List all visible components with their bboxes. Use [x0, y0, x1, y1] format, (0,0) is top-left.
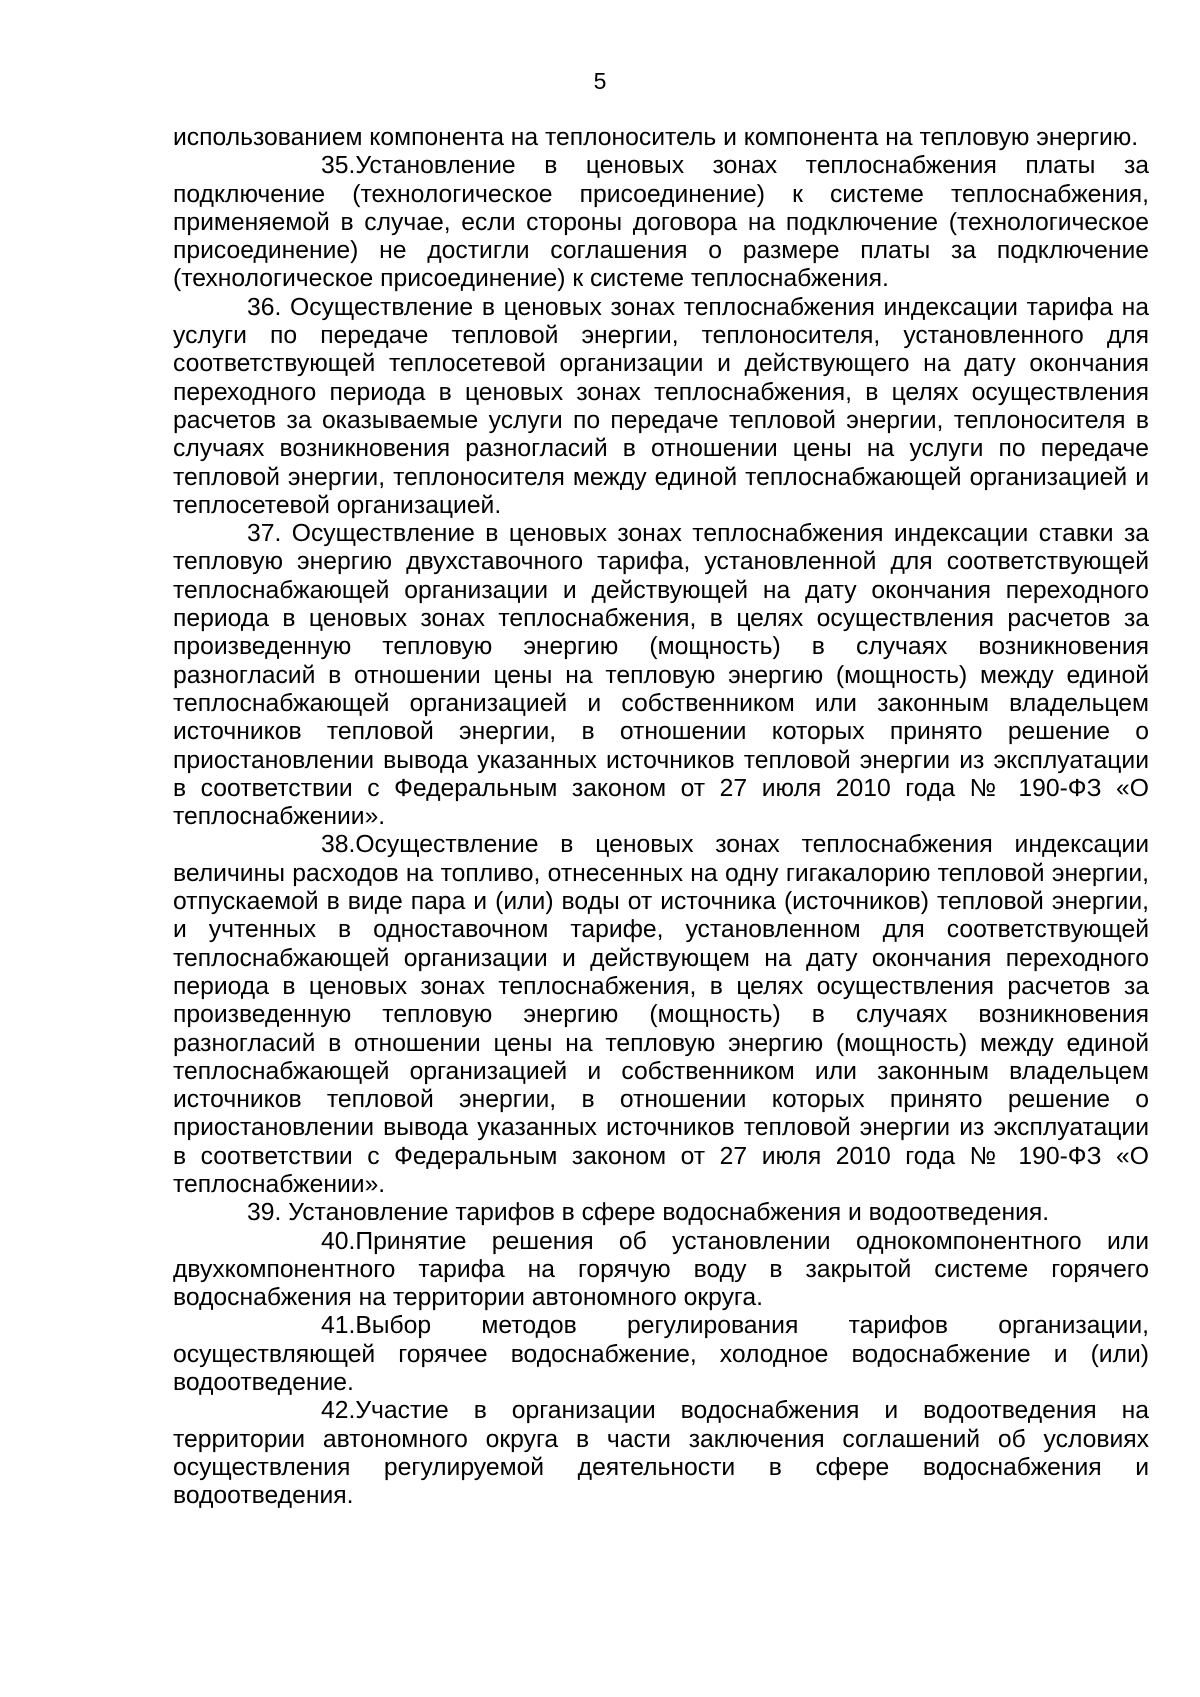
- continuation-paragraph: использованием компонента на теплоноситель и компонента на тепловую энергию.: [173, 124, 1139, 151]
- paragraph-39: [173, 1199, 1149, 1227]
- paragraph-text: Участие в организации водоснабжения и водоотведения на территории автономного округа в части заключения соглашений об условиях осуществления регулируемой деятельности в сфере водоснабжения и водоотведения.: [173, 1397, 1149, 1510]
- paragraph-text: Осуществление в ценовых зонах теплоснабжения индексации величины расходов на топливо, отнесенных на одну гигакалорию тепловой энергии, отпускаемой в виде пара и (или) воды от источника (источников) тепловой энергии, и учтенных в одноставочном тарифе, установленном для соответствующей теплоснабжающей организации и действующем на дату окончания переходного периода в ценовых зонах теплоснабжения, в целях осуществления расчетов за произведенную тепловую энергию (мощность) в случаях возникновения разногласий в отношении цены на тепловую энергию (мощность) между единой теплоснабжающей организацией и собственником или законным владельцем источников тепловой энергии, в отношении которых принято решение о приостановлении вывода указанных источников тепловой энергии из эксплуатации в соответствии с Федеральным законом от 27 июля 2010 года № 190-ФЗ «О теплоснабжении».: [173, 831, 1149, 1198]
- page-number: 5: [593, 68, 607, 94]
- paragraph-text: Установление в ценовых зонах теплоснабжения платы за подключение (технологическое присоединение) к системе теплоснабжения, применяемой в случае, если стороны договора на подключение (технологическое присоединение) не достигли соглашения о размере платы за подключение (технологическое присоединение) к системе теплоснабжения.: [173, 152, 1149, 293]
- paragraph-36: [173, 294, 1149, 520]
- paragraph-text: Принятие решения об установлении однокомпонентного или двухкомпонентного тарифа на горячую воду в закрытой системе горячего водоснабжения на территории автономного округа.: [173, 1227, 1149, 1312]
- paragraph-40: [173, 1228, 1149, 1313]
- paragraph-text: Осуществление в ценовых зонах теплоснабжения индексации тарифа на услуги по передаче тепловой энергии, теплоносителя, установленного для соответствующей теплосетевой организации и действующего на дату окончания переходного периода в ценовых зонах теплоснабжения, в целях осуществления расчетов за оказываемые услуги по передаче тепловой энергии, теплоносителя в случаях возникновения разногласий в отношении цены на услуги по передаче тепловой энергии, теплоносителя между единой теплоснабжающей организацией и теплосетевой организацией.: [173, 293, 1149, 519]
- paragraph-42: [173, 1397, 1149, 1510]
- paragraph-41: [173, 1312, 1149, 1397]
- paragraph-35: [173, 152, 1149, 293]
- paragraph-number: 39.: [247, 1199, 282, 1227]
- paragraph-number: 35.: [321, 152, 356, 180]
- paragraph-number: 36.: [247, 293, 282, 321]
- paragraph-text: Установление тарифов в сфере водоснабжения и водоотведения.: [288, 1199, 1050, 1227]
- paragraph-number: 40.: [321, 1227, 356, 1255]
- paragraph-number: 41.: [321, 1312, 356, 1340]
- paragraph-38: [173, 831, 1149, 1199]
- paragraph-37: [173, 520, 1149, 831]
- paragraph-text: Осуществление в ценовых зонах теплоснабжения индексации ставки за тепловую энергию двухставочного тарифа, установленной для соответствующей теплоснабжающей организации и действующей на дату окончания переходного периода в ценовых зонах теплоснабжения, в целях осуществления расчетов за произведенную тепловую энергию (мощность) в случаях возникновения разногласий в отношении цены на тепловую энергию (мощность) между единой теплоснабжающей организацией и собственником или законным владельцем источников тепловой энергии, в отношении которых принято решение о приостановлении вывода указанных источников тепловой энергии из эксплуатации в соответствии с Федеральным законом от 27 июля 2010 года № 190-ФЗ «О теплоснабжении».: [173, 520, 1149, 831]
- paragraph-number: 38.: [321, 831, 356, 859]
- paragraph-number: 37.: [247, 520, 282, 548]
- paragraph-number: 42.: [321, 1397, 356, 1425]
- paragraph-text: Выбор методов регулирования тарифов организации, осуществляющей горячее водоснабжение, холодное водоснабжение и (или) водоотведение.: [173, 1312, 1149, 1397]
- document-body: [173, 124, 1149, 1511]
